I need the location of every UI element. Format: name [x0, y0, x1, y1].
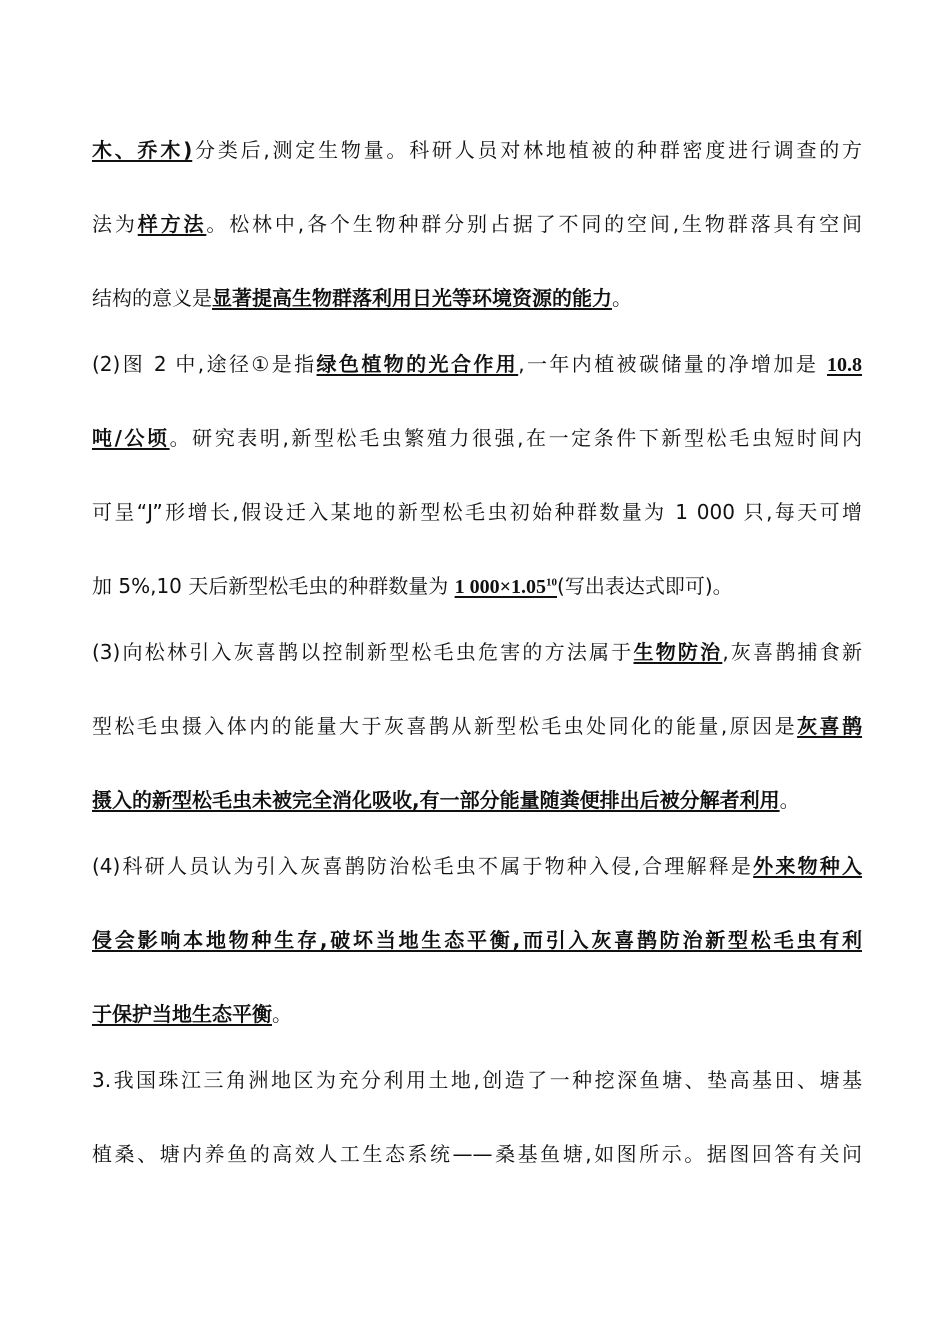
text-run: 。研究表明,新型松毛虫繁殖力很强,在一定条件下新型松毛虫短时间内: [169, 426, 862, 450]
text-run: 加 5%,10 天后新型松毛虫的种群数量为: [92, 574, 455, 598]
formula-exponent: 10: [546, 576, 558, 589]
text-run: 。: [272, 1002, 292, 1026]
answer-blank: 摄入的新型松毛虫未被完全消化吸收,有一部分能量随粪便排出后被分解者利用: [92, 788, 780, 812]
text-run: 可呈“J”形增长,假设迁入某地的新型松毛虫初始种群数量为 1 000 只,每天可增: [92, 500, 862, 524]
text-run: 。: [612, 286, 632, 310]
text-line: [92, 1000, 862, 1028]
text-line: [92, 712, 862, 740]
text-line: [92, 1066, 862, 1094]
text-run: (3)向松林引入灰喜鹊以控制新型松毛虫危害的方法属于: [92, 640, 634, 664]
answer-blank: 10.8: [827, 354, 862, 376]
text-line: [92, 284, 862, 312]
text-line: [92, 498, 862, 526]
text-line: [92, 1140, 862, 1168]
text-run: 植桑、塘内养鱼的高效人工生态系统——桑基鱼塘,如图所示。据图回答有关问: [92, 1142, 862, 1166]
text-line: [92, 572, 862, 601]
text-run: 法为: [92, 212, 138, 236]
text-run: (2)图 2 中,途径①是指: [92, 352, 317, 376]
text-line: [92, 424, 862, 452]
text-run: ,一年内植被碳储量的净增加是: [518, 352, 827, 376]
text-line: [92, 350, 862, 379]
answer-blank: 木、乔木): [92, 138, 193, 162]
text-run: 结构的意义是: [92, 286, 212, 310]
text-line: [92, 136, 862, 164]
text-run: 3.我国珠江三角洲地区为充分利用土地,创造了一种挖深鱼塘、垫高基田、塘基: [92, 1068, 862, 1092]
answer-blank: 吨/公顷: [92, 426, 170, 450]
answer-blank: [455, 576, 557, 598]
text-line: [92, 786, 862, 814]
answer-blank: 生物防治: [633, 640, 723, 664]
answer-blank: 于保护当地生态平衡: [92, 1002, 272, 1026]
answer-blank: 灰喜鹊: [797, 714, 862, 738]
text-run: (4)科研人员认为引入灰喜鹊防治松毛虫不属于物种入侵,合理解释是: [92, 854, 754, 878]
answer-blank: 外来物种入: [753, 854, 863, 878]
answer-blank: 侵会影响本地物种生存,破坏当地生态平衡,而引入灰喜鹊防治新型松毛虫有利: [92, 928, 862, 952]
text-line: [92, 852, 862, 880]
text-run: (写出表达式即可)。: [557, 574, 733, 598]
text-run: ,灰喜鹊捕食新: [722, 640, 862, 664]
text-line: [92, 638, 862, 666]
text-line: [92, 210, 862, 238]
text-run: 。: [779, 788, 800, 812]
text-run: 。松林中,各个生物种群分别占据了不同的空间,生物群落具有空间: [206, 212, 863, 236]
text-run: 型松毛虫摄入体内的能量大于灰喜鹊从新型松毛虫处同化的能量,原因是: [92, 714, 798, 738]
answer-blank: 绿色植物的光合作用: [316, 352, 519, 376]
formula-base: 1 000×1.05: [454, 576, 547, 598]
answer-blank: 显著提高生物群落利用日光等环境资源的能力: [212, 286, 612, 310]
answer-blank: 样方法: [137, 212, 207, 236]
text-line: [92, 926, 862, 954]
text-run: 分类后,测定生物量。科研人员对林地植被的种群密度进行调查的方: [192, 138, 863, 162]
